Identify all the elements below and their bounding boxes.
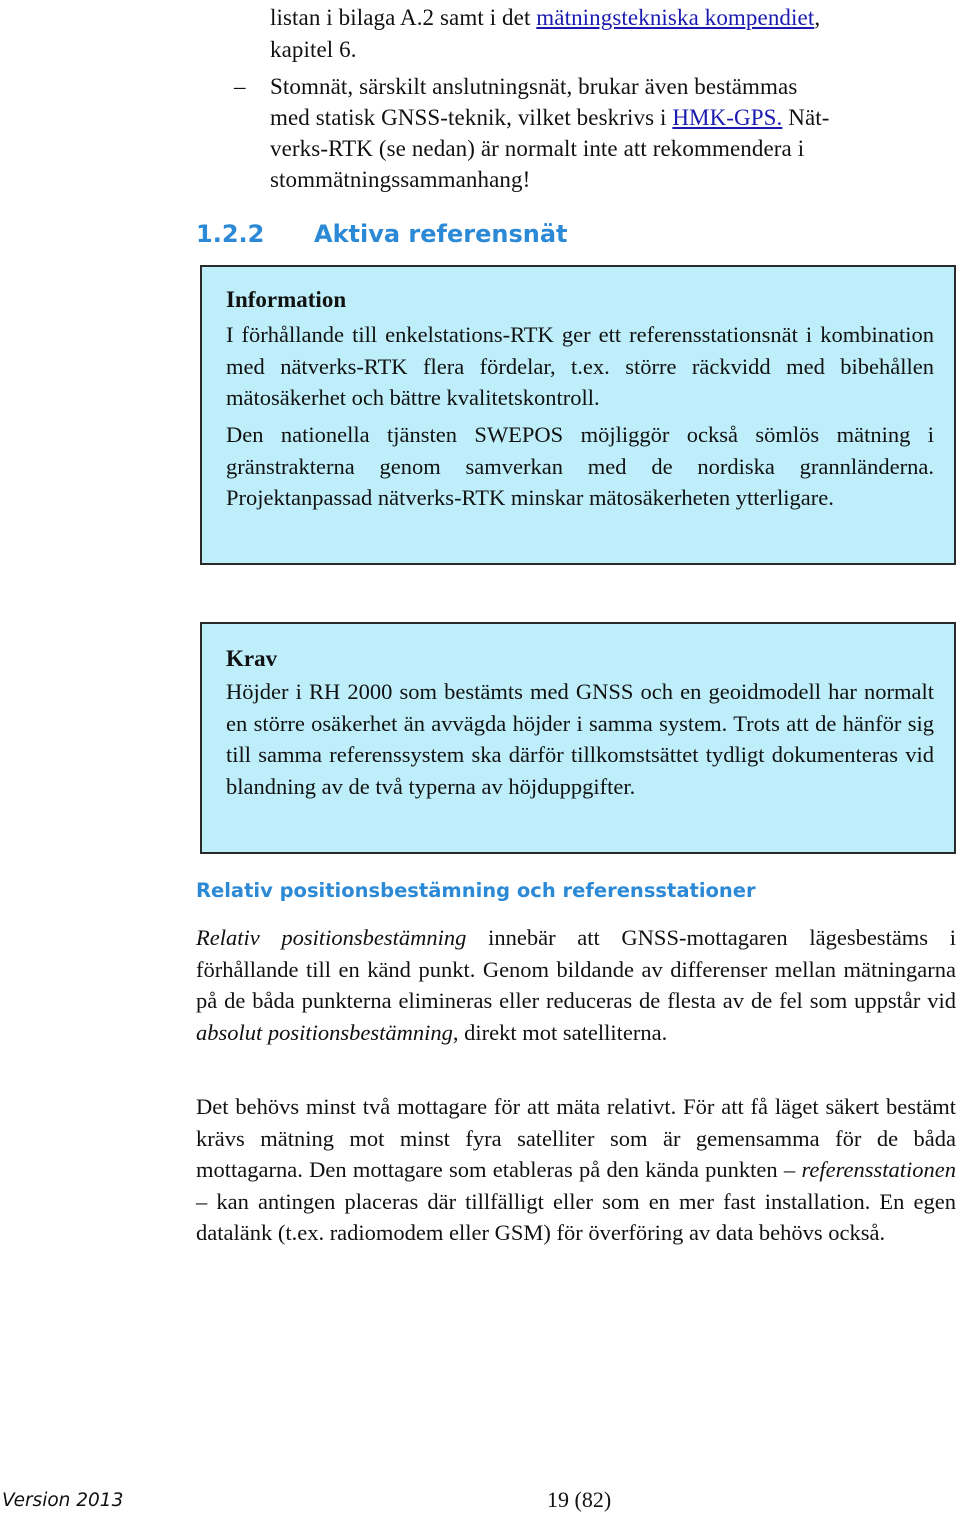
top-line-6: stommätningssammanhang! <box>270 167 531 192</box>
link-hmk-gps[interactable]: HMK-GPS. <box>672 105 783 130</box>
information-paragraph-2: Den nationella tjänsten SWEPOS möjliggör också sömlös mätning i gränstrakterna genom samverkan med de nordiska grannländerna. Projektanpassad nätverks-RTK minskar mätosäkerheten ytterligare. <box>226 422 934 510</box>
emphasis: absolut positionsbestämning <box>196 1019 453 1045</box>
footer-version: Version 2013 <box>2 1490 124 1511</box>
section-title: Aktiva referensnät <box>314 220 568 248</box>
text: , <box>814 5 821 30</box>
krav-box <box>200 622 956 854</box>
krav-paragraph: Höjder i RH 2000 som bestämts med GNSS och en geoidmodell har normalt en större osäkerhet än avvägda höjder i samma system. Trots att de hänför sig till samma referenssystem ska därför tillkomstsättet tydligt dokumenteras vid blandning av de två typerna av höjduppgifter. <box>226 679 934 799</box>
text: , direkt mot satelliterna. <box>452 1019 668 1045</box>
top-line-2: kapitel 6. <box>270 37 357 62</box>
information-paragraph-1: I förhållande till enkelstations-RTK ger ett referensstationsnät i kombination med nätverks-RTK flera fördelar, t.ex. större räckvidd med bibehållen mätosäkerhet och bättre kvalitetskontroll. <box>226 322 934 410</box>
text: med statisk GNSS-teknik, vilket beskrivs i <box>270 105 673 130</box>
emphasis: referensstationen <box>801 1157 956 1182</box>
information-box <box>200 265 956 565</box>
paragraph-relativ-positionsbestamning <box>196 922 956 1048</box>
link-matningstekniska-kompendiet[interactable]: mätningstekniska kompendiet <box>536 5 815 30</box>
top-line-4 <box>270 102 830 134</box>
information-title: Information <box>226 287 347 312</box>
paragraph-referensstationen <box>196 1091 956 1249</box>
dash-bullet: – <box>234 74 246 99</box>
text: innebär att GNSS-mottagaren lägesbestäms i förhållande till en känd punkt. Genom bildande av differenser mellan mätningarna på de båda punkterna elimineras eller reduceras de flesta av de fel som uppstår vid <box>196 925 956 1013</box>
text: – kan antingen placeras där tillfälligt eller som en mer fast installation. En egen datalänk (t.ex. radiomodem eller GSM) för överföring av data behövs också. <box>196 1188 956 1245</box>
top-line-3: Stomnät, särskilt anslutningsnät, brukar även bestämmas <box>270 74 798 99</box>
top-line-5: verks-RTK (se nedan) är normalt inte att rekommendera i <box>270 136 805 161</box>
text: Det behövs minst två mottagare för att mäta relativt. För att få läget säkert bestämt krävs mätning mot minst fyra satelliter som är gemensamma för de båda mottagarna. Den mottagare som etableras på den kända punkten – <box>196 1094 956 1182</box>
text: Nät- <box>782 105 830 130</box>
section-number: 1.2.2 <box>196 220 265 248</box>
emphasis: Relativ positionsbestämning <box>196 925 467 950</box>
krav-title: Krav <box>226 646 278 671</box>
text: listan i bilaga A.2 samt i det <box>270 5 537 30</box>
subheading: Relativ positionsbestämning och referensstationer <box>196 879 756 902</box>
footer-page-number: 19 (82) <box>547 1487 612 1512</box>
top-line-1 <box>270 2 820 34</box>
